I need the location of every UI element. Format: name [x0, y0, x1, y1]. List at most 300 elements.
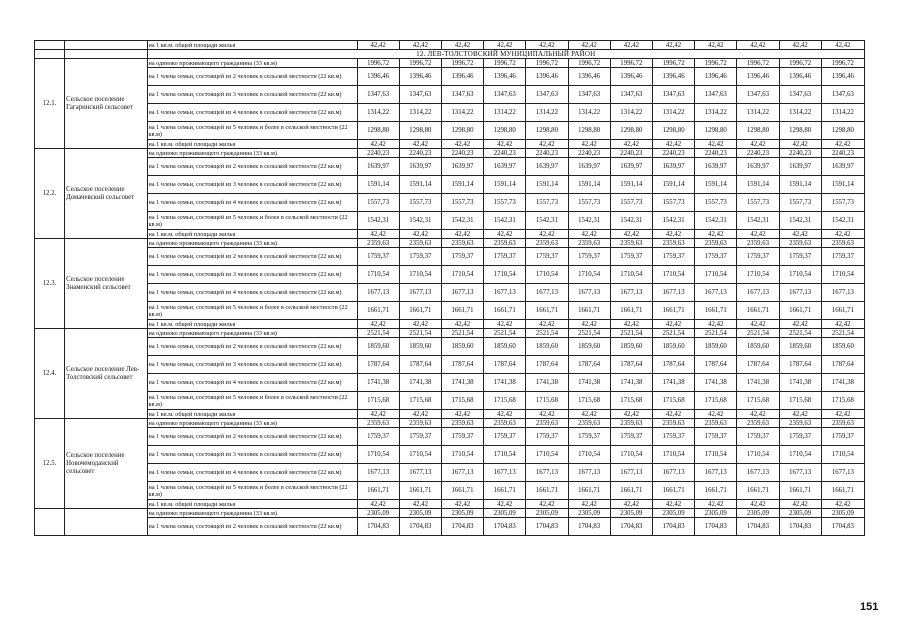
- value-cell: 1759,37: [610, 428, 652, 446]
- value-cell: 42,42: [695, 410, 737, 419]
- blank-cell: [65, 509, 147, 536]
- value-cell: 1639,97: [821, 158, 864, 176]
- value-cell: 1314,22: [568, 104, 610, 122]
- housing-cost-table: [34, 40, 865, 536]
- table-row: [35, 266, 865, 284]
- value-cell: 42,42: [610, 41, 652, 50]
- value-cell: 2521,54: [779, 329, 821, 338]
- value-cell: 42,42: [526, 41, 568, 50]
- value-cell: 42,42: [441, 140, 483, 149]
- value-cell: 1677,13: [737, 464, 779, 482]
- value-cell: 42,42: [737, 230, 779, 239]
- value-cell: 1859,60: [399, 338, 441, 356]
- value-cell: 1661,71: [526, 482, 568, 500]
- value-cell: 1557,73: [610, 194, 652, 212]
- value-cell: 42,42: [737, 410, 779, 419]
- blank-cell: [35, 41, 65, 50]
- row-label: на 1 кв.м. общей площади жилья: [147, 410, 357, 419]
- value-cell: 1639,97: [737, 158, 779, 176]
- value-cell: 42,42: [399, 320, 441, 329]
- value-cell: 2305,09: [737, 509, 779, 518]
- value-cell: 2521,54: [357, 329, 399, 338]
- row-label: на 1 кв.м. общей площади жилья: [147, 230, 357, 239]
- value-cell: 1787,64: [821, 356, 864, 374]
- value-cell: 1591,14: [652, 176, 694, 194]
- value-cell: 2359,63: [610, 419, 652, 428]
- settlement-name: Сельское поселение Лев-Толстовский сельсовет: [65, 329, 147, 419]
- table-row: [35, 509, 865, 518]
- value-cell: 2240,23: [526, 149, 568, 158]
- value-cell: 1661,71: [695, 482, 737, 500]
- value-cell: 1710,54: [737, 266, 779, 284]
- value-cell: 2240,23: [357, 149, 399, 158]
- table-row: [35, 338, 865, 356]
- value-cell: 42,42: [652, 410, 694, 419]
- blank-cell: [65, 41, 147, 50]
- settlement-name: Сельское поселение Знаменский сельсовет: [65, 239, 147, 329]
- row-label: на 1 члена семьи, состоящей из 5 человек и более в сельской местности (22 кв.м): [147, 122, 357, 140]
- value-cell: 2359,63: [568, 419, 610, 428]
- value-cell: 1741,38: [399, 374, 441, 392]
- value-cell: 1677,13: [484, 284, 526, 302]
- value-cell: 1996,72: [357, 59, 399, 68]
- value-cell: 1759,37: [484, 428, 526, 446]
- value-cell: 1710,54: [568, 266, 610, 284]
- value-cell: 2359,63: [695, 239, 737, 248]
- value-cell: 1639,97: [441, 158, 483, 176]
- value-cell: 1661,71: [484, 482, 526, 500]
- value-cell: 2305,09: [695, 509, 737, 518]
- value-cell: 1704,83: [399, 518, 441, 536]
- table-row: [35, 194, 865, 212]
- value-cell: 1715,68: [399, 392, 441, 410]
- value-cell: 1710,54: [610, 266, 652, 284]
- table-row: [35, 50, 865, 59]
- value-cell: 1557,73: [779, 194, 821, 212]
- value-cell: 1396,46: [484, 68, 526, 86]
- value-cell: 1677,13: [399, 284, 441, 302]
- value-cell: 1741,38: [652, 374, 694, 392]
- value-cell: 1704,83: [484, 518, 526, 536]
- value-cell: 1677,13: [821, 284, 864, 302]
- value-cell: 1787,64: [695, 356, 737, 374]
- value-cell: 1759,37: [652, 248, 694, 266]
- value-cell: 1542,31: [652, 212, 694, 230]
- value-cell: 1298,80: [357, 122, 399, 140]
- value-cell: 42,42: [779, 500, 821, 509]
- settlement-code: 12.4.: [35, 329, 65, 419]
- tariff-table-sheet: [34, 40, 865, 536]
- value-cell: 42,42: [779, 320, 821, 329]
- value-cell: 2521,54: [526, 329, 568, 338]
- value-cell: 1710,54: [441, 446, 483, 464]
- value-cell: 1591,14: [568, 176, 610, 194]
- row-label: на 1 члена семьи, состоящей из 3 человек в сельской местности (22 кв.м): [147, 446, 357, 464]
- table-row: [35, 482, 865, 500]
- value-cell: 1557,73: [399, 194, 441, 212]
- row-label: на 1 члена семьи, состоящей из 2 человек в сельской местности (22 кв.м): [147, 158, 357, 176]
- value-cell: 42,42: [526, 230, 568, 239]
- value-cell: 42,42: [357, 140, 399, 149]
- table-body: [35, 41, 865, 536]
- value-cell: 1557,73: [737, 194, 779, 212]
- value-cell: 2521,54: [652, 329, 694, 338]
- row-label: на 1 члена семьи, состоящей из 4 человек в сельской местности (22 кв.м): [147, 284, 357, 302]
- value-cell: 1661,71: [610, 482, 652, 500]
- value-cell: 1557,73: [568, 194, 610, 212]
- value-cell: 2305,09: [652, 509, 694, 518]
- value-cell: 1314,22: [399, 104, 441, 122]
- value-cell: 2359,63: [821, 239, 864, 248]
- value-cell: 1347,63: [779, 86, 821, 104]
- value-cell: 1704,83: [568, 518, 610, 536]
- value-cell: 42,42: [610, 410, 652, 419]
- value-cell: 42,42: [695, 41, 737, 50]
- value-cell: 42,42: [526, 140, 568, 149]
- value-cell: 1859,60: [526, 338, 568, 356]
- table-row: [35, 302, 865, 320]
- value-cell: 1557,73: [441, 194, 483, 212]
- value-cell: 1704,83: [526, 518, 568, 536]
- value-cell: 1710,54: [779, 446, 821, 464]
- value-cell: 1996,72: [399, 59, 441, 68]
- value-cell: 1661,71: [779, 302, 821, 320]
- value-cell: 42,42: [821, 230, 864, 239]
- settlement-code: 12.2.: [35, 149, 65, 239]
- value-cell: 1396,46: [441, 68, 483, 86]
- table-row: [35, 41, 865, 50]
- value-cell: 42,42: [441, 230, 483, 239]
- row-label: на 1 члена семьи, состоящей из 2 человек в сельской местности (22 кв.м): [147, 338, 357, 356]
- value-cell: 1677,13: [652, 284, 694, 302]
- value-cell: 2305,09: [779, 509, 821, 518]
- row-label: на 1 члена семьи, состоящей из 2 человек в сельской местности (22 кв.м): [147, 68, 357, 86]
- row-label: на 1 члена семьи, состоящей из 3 человек в сельской местности (22 кв.м): [147, 266, 357, 284]
- value-cell: 1677,13: [526, 464, 568, 482]
- value-cell: 42,42: [399, 500, 441, 509]
- row-label: на одиноко проживающего гражданина (33 кв.м): [147, 149, 357, 158]
- value-cell: 42,42: [568, 41, 610, 50]
- value-cell: 42,42: [357, 320, 399, 329]
- value-cell: 1710,54: [779, 266, 821, 284]
- value-cell: 2305,09: [568, 509, 610, 518]
- value-cell: 2305,09: [821, 509, 864, 518]
- value-cell: 1314,22: [695, 104, 737, 122]
- value-cell: 42,42: [357, 410, 399, 419]
- value-cell: 1859,60: [652, 338, 694, 356]
- value-cell: 42,42: [737, 140, 779, 149]
- table-row: [35, 446, 865, 464]
- value-cell: 1677,13: [568, 464, 610, 482]
- value-cell: 1661,71: [399, 302, 441, 320]
- value-cell: 42,42: [821, 410, 864, 419]
- value-cell: 2359,63: [737, 239, 779, 248]
- table-row: [35, 500, 865, 509]
- value-cell: 1859,60: [695, 338, 737, 356]
- value-cell: 1542,31: [610, 212, 652, 230]
- table-row: [35, 392, 865, 410]
- value-cell: 1996,72: [526, 59, 568, 68]
- value-cell: 1710,54: [737, 446, 779, 464]
- value-cell: 1759,37: [357, 248, 399, 266]
- value-cell: 1677,13: [441, 284, 483, 302]
- value-cell: 1661,71: [357, 482, 399, 500]
- value-cell: 1314,22: [779, 104, 821, 122]
- value-cell: 1710,54: [821, 266, 864, 284]
- value-cell: 2359,63: [526, 239, 568, 248]
- value-cell: 2240,23: [779, 149, 821, 158]
- value-cell: 42,42: [779, 140, 821, 149]
- value-cell: 1298,80: [737, 122, 779, 140]
- value-cell: 1542,31: [441, 212, 483, 230]
- value-cell: 1759,37: [441, 248, 483, 266]
- row-label: на 1 члена семьи, состоящей из 4 человек в сельской местности (22 кв.м): [147, 194, 357, 212]
- value-cell: 1759,37: [737, 248, 779, 266]
- value-cell: 2305,09: [484, 509, 526, 518]
- value-cell: 2240,23: [652, 149, 694, 158]
- value-cell: 2521,54: [399, 329, 441, 338]
- value-cell: 2305,09: [610, 509, 652, 518]
- value-cell: 1759,37: [399, 428, 441, 446]
- value-cell: 2359,63: [610, 239, 652, 248]
- value-cell: 1741,38: [610, 374, 652, 392]
- value-cell: 1715,68: [610, 392, 652, 410]
- value-cell: 1787,64: [357, 356, 399, 374]
- value-cell: 42,42: [610, 230, 652, 239]
- value-cell: 1661,71: [484, 302, 526, 320]
- value-cell: 42,42: [357, 230, 399, 239]
- value-cell: 1787,64: [610, 356, 652, 374]
- value-cell: 1996,72: [779, 59, 821, 68]
- table-row: [35, 284, 865, 302]
- value-cell: 1396,46: [610, 68, 652, 86]
- table-row: [35, 428, 865, 446]
- value-cell: 2521,54: [610, 329, 652, 338]
- value-cell: 1298,80: [484, 122, 526, 140]
- blank-cell: [35, 509, 65, 536]
- value-cell: 1347,63: [484, 86, 526, 104]
- value-cell: 1347,63: [821, 86, 864, 104]
- value-cell: 1677,13: [357, 464, 399, 482]
- value-cell: 1396,46: [526, 68, 568, 86]
- blank-cell: [35, 50, 65, 59]
- value-cell: 1347,63: [441, 86, 483, 104]
- value-cell: 1715,68: [357, 392, 399, 410]
- value-cell: 1787,64: [652, 356, 694, 374]
- value-cell: 1859,60: [610, 338, 652, 356]
- row-label: на одиноко проживающего гражданина (33 кв.м): [147, 239, 357, 248]
- value-cell: 42,42: [779, 41, 821, 50]
- value-cell: 1396,46: [779, 68, 821, 86]
- value-cell: 2240,23: [441, 149, 483, 158]
- value-cell: 1759,37: [652, 428, 694, 446]
- value-cell: 1759,37: [526, 248, 568, 266]
- value-cell: 1741,38: [568, 374, 610, 392]
- value-cell: 1704,83: [441, 518, 483, 536]
- value-cell: 1591,14: [821, 176, 864, 194]
- value-cell: 1661,71: [695, 302, 737, 320]
- value-cell: 1759,37: [695, 248, 737, 266]
- table-row: [35, 68, 865, 86]
- value-cell: 42,42: [695, 230, 737, 239]
- value-cell: 1787,64: [399, 356, 441, 374]
- value-cell: 1396,46: [737, 68, 779, 86]
- value-cell: 1759,37: [821, 428, 864, 446]
- value-cell: 1715,68: [821, 392, 864, 410]
- value-cell: 2240,23: [695, 149, 737, 158]
- value-cell: 1715,68: [568, 392, 610, 410]
- value-cell: 1996,72: [737, 59, 779, 68]
- settlement-name: Сельское поселение Новочемоданский сельсовет: [65, 419, 147, 509]
- value-cell: 2359,63: [357, 239, 399, 248]
- district-title: 12. ЛЕВ-ТОЛСТОВСКИЙ МУНИЦИПАЛЬНЫЙ РАЙОН: [147, 50, 864, 59]
- value-cell: 1639,97: [779, 158, 821, 176]
- value-cell: 42,42: [737, 41, 779, 50]
- value-cell: 1661,71: [526, 302, 568, 320]
- value-cell: 2240,23: [568, 149, 610, 158]
- value-cell: 1639,97: [357, 158, 399, 176]
- value-cell: 1759,37: [610, 248, 652, 266]
- value-cell: 42,42: [695, 500, 737, 509]
- value-cell: 1710,54: [526, 266, 568, 284]
- value-cell: 1704,83: [357, 518, 399, 536]
- value-cell: 1396,46: [695, 68, 737, 86]
- value-cell: 42,42: [821, 140, 864, 149]
- row-label: на одиноко проживающего гражданина (33 кв.м): [147, 509, 357, 518]
- value-cell: 1591,14: [695, 176, 737, 194]
- value-cell: 1591,14: [610, 176, 652, 194]
- value-cell: 1677,13: [821, 464, 864, 482]
- settlement-code: 12.1.: [35, 59, 65, 149]
- value-cell: 1298,80: [695, 122, 737, 140]
- value-cell: 1741,38: [779, 374, 821, 392]
- value-cell: 1859,60: [821, 338, 864, 356]
- value-cell: 1759,37: [779, 248, 821, 266]
- value-cell: 1741,38: [357, 374, 399, 392]
- value-cell: 1677,13: [610, 284, 652, 302]
- value-cell: 1661,71: [399, 482, 441, 500]
- value-cell: 1298,80: [568, 122, 610, 140]
- value-cell: 1759,37: [695, 428, 737, 446]
- value-cell: 2359,63: [399, 419, 441, 428]
- value-cell: 2359,63: [526, 419, 568, 428]
- value-cell: 1759,37: [779, 428, 821, 446]
- value-cell: 1298,80: [610, 122, 652, 140]
- row-label: на 1 члена семьи, состоящей из 4 человек в сельской местности (22 кв.м): [147, 104, 357, 122]
- value-cell: 1661,71: [568, 302, 610, 320]
- value-cell: 2240,23: [737, 149, 779, 158]
- value-cell: 1715,68: [526, 392, 568, 410]
- value-cell: 2359,63: [779, 419, 821, 428]
- blank-cell: [65, 50, 147, 59]
- value-cell: 42,42: [484, 41, 526, 50]
- table-row: [35, 212, 865, 230]
- value-cell: 1591,14: [441, 176, 483, 194]
- value-cell: 1347,63: [737, 86, 779, 104]
- value-cell: 1759,37: [526, 428, 568, 446]
- value-cell: 1298,80: [399, 122, 441, 140]
- value-cell: 1715,68: [441, 392, 483, 410]
- value-cell: 1787,64: [441, 356, 483, 374]
- value-cell: 1859,60: [779, 338, 821, 356]
- value-cell: 1661,71: [737, 302, 779, 320]
- value-cell: 2359,63: [737, 419, 779, 428]
- value-cell: 1298,80: [821, 122, 864, 140]
- value-cell: 42,42: [484, 500, 526, 509]
- value-cell: 1710,54: [484, 266, 526, 284]
- value-cell: 1715,68: [695, 392, 737, 410]
- value-cell: 1557,73: [652, 194, 694, 212]
- value-cell: 1661,71: [821, 482, 864, 500]
- value-cell: 42,42: [526, 500, 568, 509]
- table-row: [35, 329, 865, 338]
- row-label: на 1 кв.м. общей площади жилья: [147, 140, 357, 149]
- value-cell: 1677,13: [779, 464, 821, 482]
- value-cell: 42,42: [568, 230, 610, 239]
- value-cell: 1347,63: [695, 86, 737, 104]
- value-cell: 1704,83: [779, 518, 821, 536]
- value-cell: 1710,54: [821, 446, 864, 464]
- value-cell: 1661,71: [357, 302, 399, 320]
- value-cell: 1759,37: [737, 428, 779, 446]
- value-cell: 1557,73: [821, 194, 864, 212]
- value-cell: 2521,54: [737, 329, 779, 338]
- table-row: [35, 158, 865, 176]
- value-cell: 42,42: [441, 41, 483, 50]
- value-cell: 1996,72: [695, 59, 737, 68]
- table-row: [35, 356, 865, 374]
- value-cell: 1542,31: [526, 212, 568, 230]
- value-cell: 1710,54: [357, 446, 399, 464]
- value-cell: 1298,80: [779, 122, 821, 140]
- row-label: на 1 члена семьи, состоящей из 2 человек в сельской местности (22 кв.м): [147, 428, 357, 446]
- value-cell: 1314,22: [610, 104, 652, 122]
- value-cell: 1542,31: [821, 212, 864, 230]
- value-cell: 42,42: [568, 320, 610, 329]
- value-cell: 1347,63: [568, 86, 610, 104]
- value-cell: 1677,13: [779, 284, 821, 302]
- value-cell: 1759,37: [568, 428, 610, 446]
- value-cell: 1859,60: [568, 338, 610, 356]
- value-cell: 42,42: [695, 320, 737, 329]
- value-cell: 42,42: [610, 320, 652, 329]
- value-cell: 42,42: [652, 41, 694, 50]
- value-cell: 2305,09: [526, 509, 568, 518]
- value-cell: 2359,63: [484, 419, 526, 428]
- value-cell: 1677,13: [610, 464, 652, 482]
- value-cell: 1710,54: [357, 266, 399, 284]
- value-cell: 2240,23: [610, 149, 652, 158]
- row-label: на 1 кв.м. общей площади жилья: [147, 500, 357, 509]
- value-cell: 1639,97: [695, 158, 737, 176]
- value-cell: 1787,64: [568, 356, 610, 374]
- value-cell: 1542,31: [568, 212, 610, 230]
- value-cell: 1396,46: [399, 68, 441, 86]
- value-cell: 1677,13: [357, 284, 399, 302]
- value-cell: 1677,13: [737, 284, 779, 302]
- value-cell: 1347,63: [610, 86, 652, 104]
- value-cell: 1787,64: [779, 356, 821, 374]
- row-label: на 1 члена семьи, состоящей из 5 человек и более в сельской местности (22 кв.м): [147, 212, 357, 230]
- row-label: на 1 члена семьи, состоящей из 4 человек в сельской местности (22 кв.м): [147, 464, 357, 482]
- value-cell: 1759,37: [568, 248, 610, 266]
- row-label: на 1 члена семьи, состоящей из 3 человек в сельской местности (22 кв.м): [147, 356, 357, 374]
- value-cell: 1591,14: [357, 176, 399, 194]
- value-cell: 2359,63: [779, 239, 821, 248]
- value-cell: 1787,64: [484, 356, 526, 374]
- value-cell: 42,42: [357, 41, 399, 50]
- value-cell: 1298,80: [652, 122, 694, 140]
